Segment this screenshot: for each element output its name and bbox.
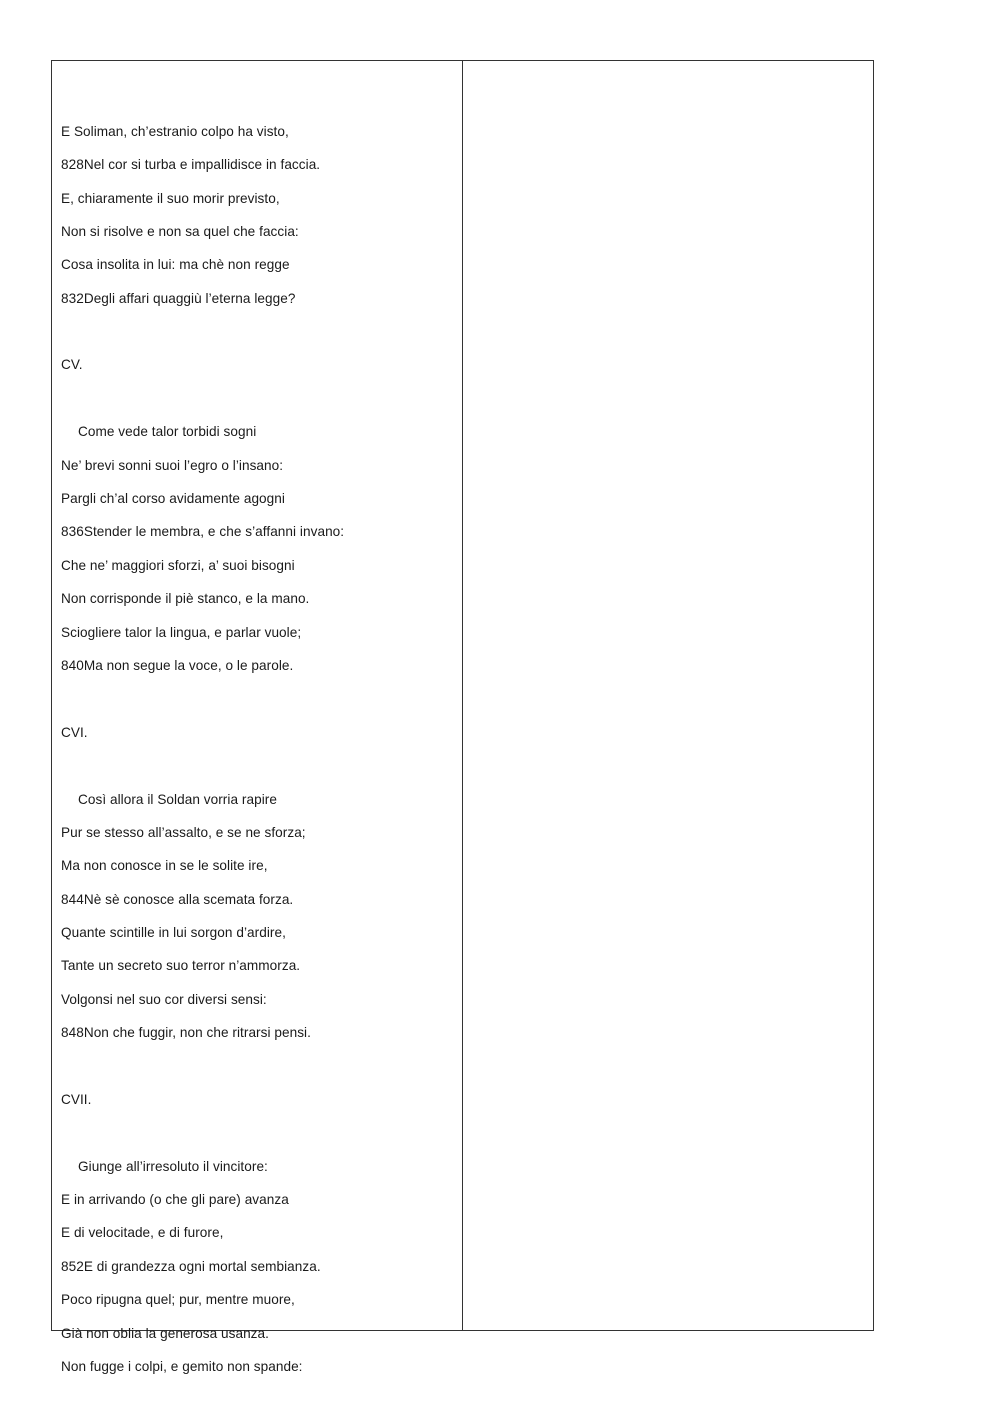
verse-line: Pur se stesso all’assalto, e se ne sforza; bbox=[61, 825, 306, 840]
verse-line: E di velocitade, e di furore, bbox=[61, 1225, 224, 1240]
verse-line: Che ne’ maggiori sforzi, a’ suoi bisogni bbox=[61, 558, 295, 573]
verse-line: Non si risolve e non sa quel che faccia: bbox=[61, 224, 299, 239]
verse-line: 840Ma non segue la voce, o le parole. bbox=[61, 658, 294, 673]
verse-line: 848Non che fuggir, non che ritrarsi pensi. bbox=[61, 1025, 311, 1040]
stanza-heading: CVII. bbox=[61, 1092, 92, 1107]
verse-line: Quante scintille in lui sorgon d’ardire, bbox=[61, 925, 286, 940]
verse-line: Come vede talor torbidi sogni bbox=[78, 424, 257, 439]
verse-line: Pargli ch’al corso avidamente agogni bbox=[61, 491, 285, 506]
document-table bbox=[51, 60, 874, 1374]
verse-line: Cosa insolita in lui: ma chè non regge bbox=[61, 257, 290, 272]
verse-line: Tante un secreto suo terror n’ammorza. bbox=[61, 958, 301, 973]
verse-line: Così allora il Soldan vorria rapire bbox=[78, 792, 277, 807]
verse-line: E Soliman, ch’estranio colpo ha visto, bbox=[61, 124, 289, 139]
verse-line: 844Nè sè conosce alla scemata forza. bbox=[61, 892, 294, 907]
verse-line: Volgonsi nel suo cor diversi sensi: bbox=[61, 992, 267, 1007]
verse-line: E in arrivando (o che gli pare) avanza bbox=[61, 1192, 289, 1207]
verse-line: 832Degli affari quaggiù l’eterna legge? bbox=[61, 291, 296, 306]
verse-line: E, chiaramente il suo morir previsto, bbox=[61, 191, 280, 206]
verse-line: Poco ripugna quel; pur, mentre muore, bbox=[61, 1292, 295, 1307]
verse-line: Già non oblia la generosa usanza. bbox=[61, 1326, 269, 1341]
verse-line: Ma non conosce in se le solite ire, bbox=[61, 858, 268, 873]
verse-line: Sciogliere talor la lingua, e parlar vuole; bbox=[61, 625, 302, 640]
left-column bbox=[52, 61, 463, 1374]
right-column bbox=[463, 61, 873, 1330]
verse-line: Non corrisponde il piè stanco, e la mano. bbox=[61, 591, 310, 606]
verse-line: 828Nel cor si turba e impallidisce in faccia. bbox=[61, 157, 321, 172]
stanza-heading: CV. bbox=[61, 357, 83, 372]
verse-line: Ne’ brevi sonni suoi l’egro o l’insano: bbox=[61, 458, 284, 473]
verse-line: Giunge all’irresoluto il vincitore: bbox=[78, 1159, 268, 1174]
verse-line: 836Stender le membra, e che s’affanni invano: bbox=[61, 524, 345, 539]
verse-line: 852E di grandezza ogni mortal sembianza. bbox=[61, 1259, 321, 1274]
verse-line: Non fugge i colpi, e gemito non spande: bbox=[61, 1359, 303, 1374]
stanza-heading: CVI. bbox=[61, 725, 88, 740]
